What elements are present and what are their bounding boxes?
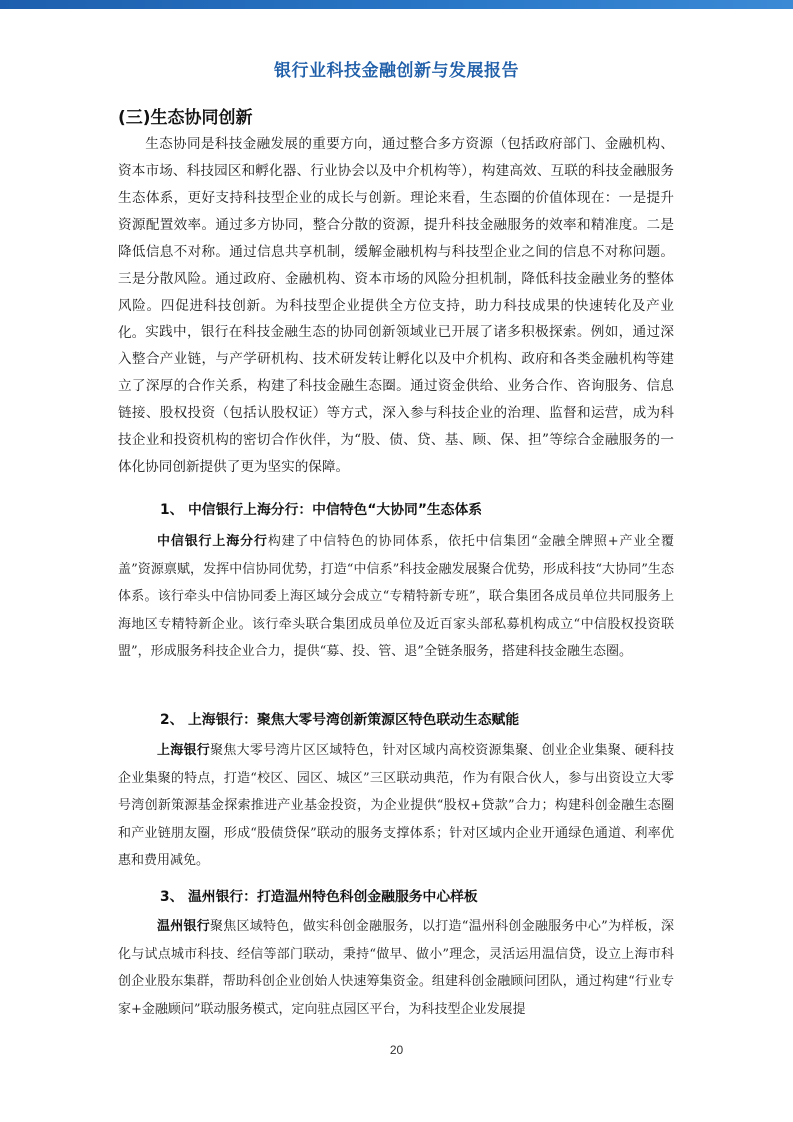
body-paragraph: 生态协同是科技金融发展的重要方向，通过整合多方资源（包括政府部门、金融机构、资本市场、科技园区和孵化器、行业协会以及中介机构等），构建高效、互联的科技金融服务生态体系，更好支持科技型企业的成长与创新。理论来看，生态圈的价值体现在：一是提升资源配置效率。通过多方协同，整合分散的资源，提升科技金融服务的效率和精准度。二是降低信息不对称。通过信息共享机制，缓解金融机构与科技型企业之间的信息不对称问题。三是分散风险。通过政府、金融机构、资本市场的风险分担机制，降低科技金融业务的整体风险。四促进科技创新。为科技型企业提供全方位支持，助力科技成果的快速转化及产业化。 <box>118 136 674 341</box>
case-title: 中信银行上海分行：中信特色“大协同”生态体系 <box>188 502 483 518</box>
case-number: 1、 <box>160 502 184 518</box>
case-paragraph <box>118 913 674 1023</box>
case-bank-name: 中信银行上海分行 <box>157 534 268 549</box>
case-title: 上海银行：聚焦大零号湾创新策源区特色联动生态赋能 <box>188 712 520 728</box>
case-heading <box>160 498 482 518</box>
case-title: 温州银行：打造温州特色科创金融服务中心样板 <box>188 889 478 905</box>
header-accent-bar <box>0 0 793 9</box>
case-number: 3、 <box>160 889 184 905</box>
case-number: 2、 <box>160 712 184 728</box>
body-paragraph: 实践中，银行在科技金融生态的协同创新领域业已开展了诸多积极探索。例如，通过深入整合产业链，与产学研机构、技术研发转让孵化以及中介机构、政府和各类金融机构等建立了深厚的合作关系，构建了科技金融生态圈。通过资金供给、业务合作、咨询服务、信息链接、股权投资（包括认股权证）等方式，深入参与科技企业的治理、监督和运营，成为科技企业和投资机构的密切合作伙伴，为“股、债、贷、基、顾、保、担”等综合金融服务的一体化协同创新提供了更为坚实的保障。 <box>118 324 674 475</box>
case-bank-name: 上海银行 <box>157 743 211 758</box>
case-heading <box>160 885 478 905</box>
page-number: 20 <box>389 1043 404 1057</box>
case-body: 构建了中信特色的协同体系，依托中信集团“金融全牌照+产业全覆盖”资源禀赋，发挥中信协同优势，打造“中信系”科技金融发展聚合优势，形成科技“大协同”生态体系。该行牵头中信协同委上海区域分会成立“专精特新专班”，联合集团各成员单位共同服务上海地区专精特新企业。该行牵头联合集团成员单位及近百家头部私募机构成立“中信股权投资联盟”，形成服务科技企业合力，提供“募、投、管、退”全链条服务，搭建科技金融生态圈。 <box>118 534 674 659</box>
section-heading: (三)生态协同创新 <box>118 108 253 128</box>
case-heading <box>160 708 519 728</box>
report-title: 银行业科技金融创新与发展报告 <box>274 61 519 81</box>
case-body: 聚焦区域特色，做实科创金融服务，以打造“温州科创金融服务中心”为样板，深化与试点城市科技、经信等部门联动，秉持“做早、做小”理念，灵活运用温信贷，设立上海市科创企业股东集群，帮助科创企业创始人快速筹集资金。组建科创金融顾问团队，通过构建“行业专家+金融顾问”联动服务模式，定向驻点园区平台，为科技型企业发展提 <box>118 919 674 1017</box>
case-paragraph <box>118 737 674 875</box>
case-bank-name: 温州银行 <box>157 919 210 934</box>
case-body: 聚焦大零号湾片区区域特色，针对区域内高校资源集聚、创业企业集聚、硬科技企业集聚的特点，打造“校区、园区、城区”三区联动典范，作为有限合伙人，参与出资设立大零号湾创新策源基金探索推进产业基金投资，为企业提供“股权+贷款”合力；构建科创金融生态圈和产业链朋友圈，形成“股债贷保”联动的服务支撑体系；针对区域内企业开通绿色通道、利率优惠和费用减免。 <box>118 743 674 868</box>
case-paragraph <box>118 528 674 666</box>
